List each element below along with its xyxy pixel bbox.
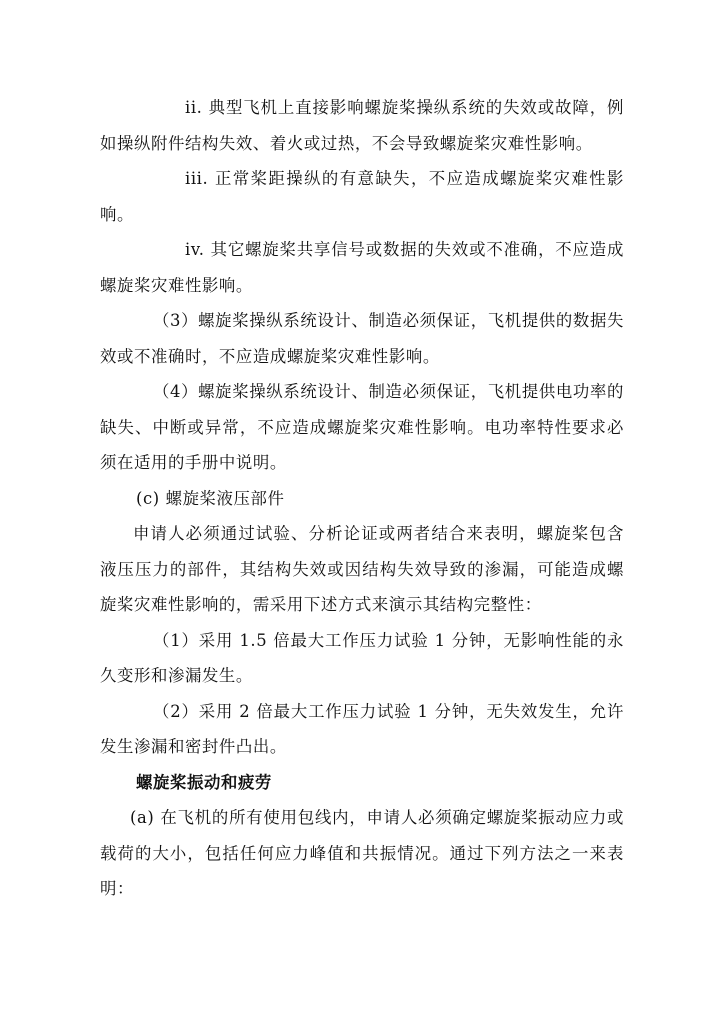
paragraph-a: (a) 在飞机的所有使用包线内，申请人必须确定螺旋桨振动应力或载荷的大小，包括任何应力峰值和共振情况。通过下列方法之一来表明： [100,808,624,898]
section-heading: 螺旋桨振动和疲劳 [136,772,272,792]
paragraph-3: （3）螺旋桨操纵系统设计、制造必须保证，飞机提供的数据失效或不准确时，不应造成螺旋桨灾难性影响。 [100,311,624,366]
paragraph-c1: （1）采用 1.5 倍最大工作压力试验 1 分钟，无影响性能的永久变形和渗漏发生。 [100,630,624,685]
section-c-title: (c) 螺旋桨液压部件 [136,488,285,508]
paragraph-iii: iii. 正常桨距操纵的有意缺失，不应造成螺旋桨灾难性影响。 [100,169,624,224]
document-page [100,90,624,907]
paragraph-iv: iv. 其它螺旋桨共享信号或数据的失效或不准确，不应造成螺旋桨灾难性影响。 [100,240,624,295]
section-c-body: 申请人必须通过试验、分析论证或两者结合来表明，螺旋桨包含液压压力的部件，其结构失效或因结构失效导致的渗漏，可能造成螺旋桨灾难性影响的，需采用下述方式来演示其结构完整性： [100,524,624,614]
paragraph-ii: ii. 典型飞机上直接影响螺旋桨操纵系统的失效或故障，例如操纵附件结构失效、着火或过热，不会导致螺旋桨灾难性影响。 [100,98,624,153]
paragraph-4: （4）螺旋桨操纵系统设计、制造必须保证，飞机提供电功率的缺失、中断或异常，不应造成螺旋桨灾难性影响。电功率特性要求必须在适用的手册中说明。 [100,382,624,472]
paragraph-c2: （2）采用 2 倍最大工作压力试验 1 分钟，无失效发生，允许发生渗漏和密封件凸出。 [100,701,624,756]
